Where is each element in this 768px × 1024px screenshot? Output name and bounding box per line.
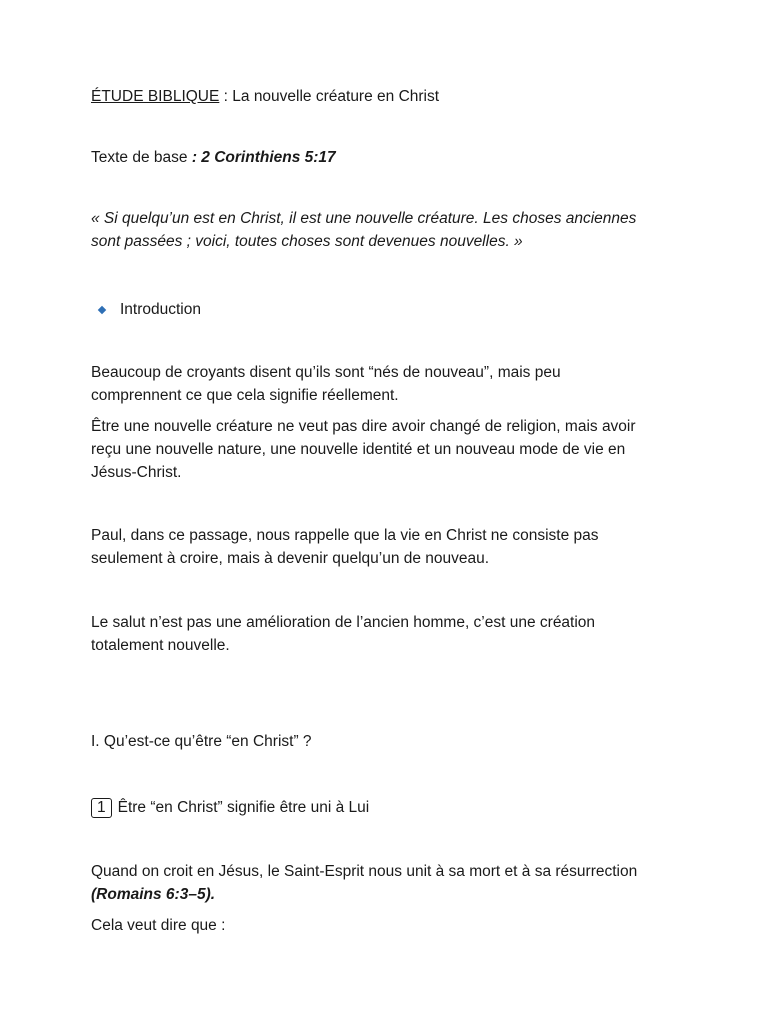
paragraph-line: Jésus-Christ. (91, 464, 182, 481)
paragraph-line: Être une nouvelle créature ne veut pas dire avoir changé de religion, mais avoir (91, 418, 636, 435)
paragraph-3 (91, 524, 691, 570)
paragraph-4 (91, 611, 691, 657)
intro-label: Introduction (120, 301, 201, 318)
title-label: ÉTUDE BIBLIQUE (91, 88, 220, 105)
paragraph-line: Paul, dans ce passage, nous rappelle que la vie en Christ ne consiste pas (91, 527, 599, 544)
paragraph-line: Cela veut dire que : (91, 917, 226, 934)
base-text-label: Texte de base (91, 149, 192, 166)
paragraph-line: Le salut n’est pas une amélioration de l’ancien homme, c’est une création (91, 614, 596, 631)
paragraph-line: Beaucoup de croyants disent qu’ils sont “nés de nouveau”, mais peu (91, 364, 561, 381)
paragraph-5 (91, 860, 691, 906)
diamond-bullet-icon (98, 305, 106, 313)
paragraph-line: reçu une nouvelle nature, une nouvelle identité et un nouveau mode de vie en (91, 441, 626, 458)
paragraph-line: Quand on croit en Jésus, le Saint-Esprit nous unit à sa mort et à sa résurrection (91, 863, 638, 880)
paragraph-6 (91, 914, 225, 937)
section-heading (91, 730, 312, 753)
title-separator: : (219, 88, 233, 105)
paragraph-line: totalement nouvelle. (91, 637, 230, 654)
paragraph-line: seulement à croire, mais à devenir quelqu’un de nouveau. (91, 550, 490, 567)
intro-bullet-item (98, 298, 201, 321)
section-heading-text: I. Qu’est-ce qu’être “en Christ” ? (91, 733, 312, 750)
scripture-reference: (Romains 6:3–5). (91, 886, 216, 903)
document-title (91, 85, 439, 108)
paragraph-1 (91, 361, 691, 407)
base-text (91, 146, 336, 169)
scripture-quote (91, 207, 691, 253)
paragraph-2 (91, 415, 691, 484)
point-number-badge: 1 (91, 798, 112, 818)
base-text-reference: : 2 Corinthiens 5:17 (191, 149, 336, 166)
paragraph-line: comprennent ce que cela signifie réellement. (91, 387, 399, 404)
point-text: Être “en Christ” signifie être uni à Lui (117, 799, 370, 816)
quote-line-1: « Si quelqu’un est en Christ, il est une nouvelle créature. Les choses anciennes (91, 210, 637, 227)
numbered-point-1 (91, 796, 369, 819)
quote-line-2: sont passées ; voici, toutes choses sont devenues nouvelles. » (91, 233, 523, 250)
title-text: La nouvelle créature en Christ (232, 88, 440, 105)
